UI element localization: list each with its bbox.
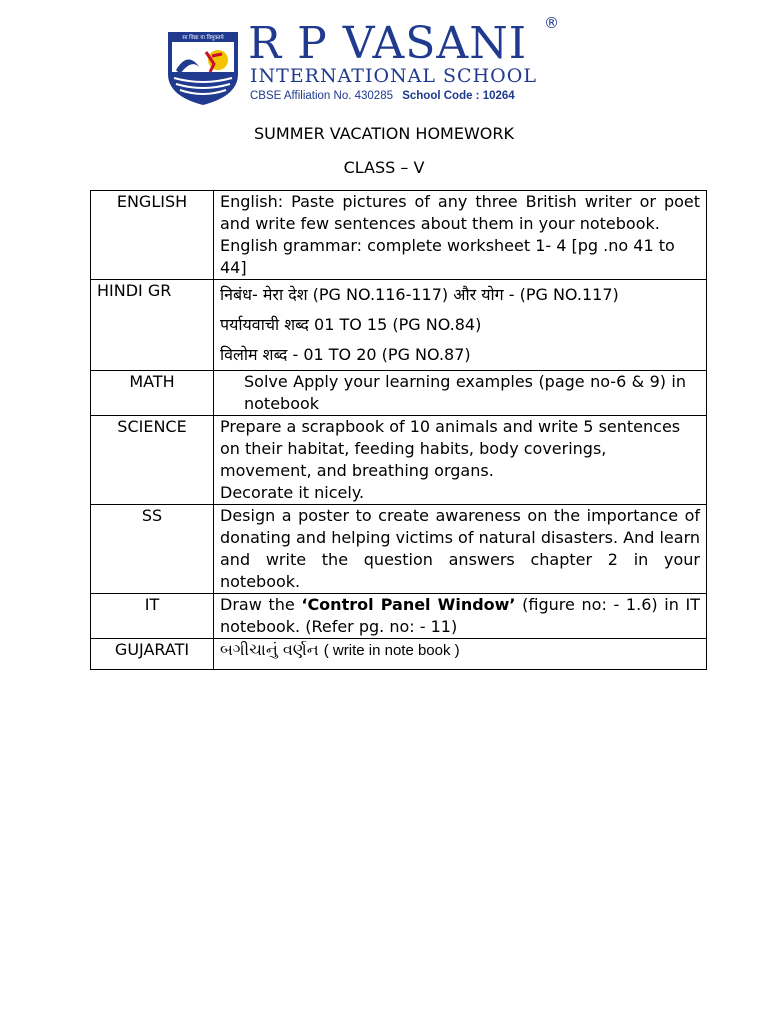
task-line: Decorate it nicely. [220, 483, 365, 502]
gujarati-text: બગીચાનું વર્ણન [220, 640, 319, 659]
table-row [91, 594, 707, 639]
task-cell [214, 639, 707, 670]
task-text: (figure no: - 1.6) in IT notebook. (Refer pg. no: - 11) [220, 595, 700, 636]
task-cell [214, 191, 707, 280]
subject-cell: SCIENCE [91, 416, 214, 505]
subject-cell: ENGLISH [91, 191, 214, 280]
task-cell [214, 416, 707, 505]
task-cell [214, 371, 707, 416]
school-letterhead [166, 14, 566, 102]
homework-table [90, 190, 707, 670]
affiliation-number: CBSE Affiliation No. 430285 [250, 90, 393, 102]
school-subtitle: INTERNATIONAL SCHOOL [250, 65, 537, 87]
school-name: R P VASANI [248, 18, 528, 69]
task-line: English grammar: complete worksheet 1- 4 [pg .no 41 to 44] [220, 236, 675, 277]
task-line: विलोम शब्द - 01 TO 20 (PG NO.87) [220, 345, 471, 364]
table-row [91, 280, 707, 371]
subject-cell: IT [91, 594, 214, 639]
school-logo-icon [166, 30, 240, 106]
subject-cell: HINDI GR [91, 280, 214, 371]
class-label: CLASS – V [343, 158, 425, 177]
table-row [91, 371, 707, 416]
school-code: School Code : 10264 [402, 90, 515, 102]
table-row [91, 505, 707, 594]
task-cell [214, 505, 707, 594]
task-line: Prepare a scrapbook of 10 animals and write 5 sentences on their habitat, feeding habits, body coverings, movement, and breathing organs. [220, 417, 681, 480]
task-note: ( write in note book ) [323, 642, 460, 659]
subject-cell: MATH [91, 371, 214, 416]
task-cell [214, 594, 707, 639]
page-title: SUMMER VACATION HOMEWORK [254, 124, 514, 143]
subject-cell: SS [91, 505, 214, 594]
logo-motto: सा विद्या या विमुक्तये [182, 35, 224, 41]
subject-cell: GUJARATI [91, 639, 214, 670]
registered-mark: ® [544, 14, 559, 32]
table-row [91, 191, 707, 280]
table-row [91, 639, 707, 670]
table-row [91, 416, 707, 505]
task-line: पर्यायवाची शब्द 01 TO 15 (PG NO.84) [220, 315, 482, 334]
task-line: Design a poster to create awareness on the importance of donating and helping victims of natural disasters. And learn and write the question answers chapter 2 in your notebook. [220, 506, 700, 591]
task-line: Solve Apply your learning examples (page no-6 & 9) in notebook [244, 372, 686, 413]
task-emphasis: ‘Control Panel Window’ [301, 595, 516, 614]
task-line: निबंध- मेरा देश (PG NO.116-117) और योग - (PG NO.117) [220, 285, 619, 304]
task-cell [214, 280, 707, 371]
affiliation-line [250, 90, 515, 102]
task-text: Draw the [220, 595, 302, 614]
task-line: English: Paste pictures of any three British writer or poet and write few sentences about them in your notebook. [220, 192, 700, 233]
